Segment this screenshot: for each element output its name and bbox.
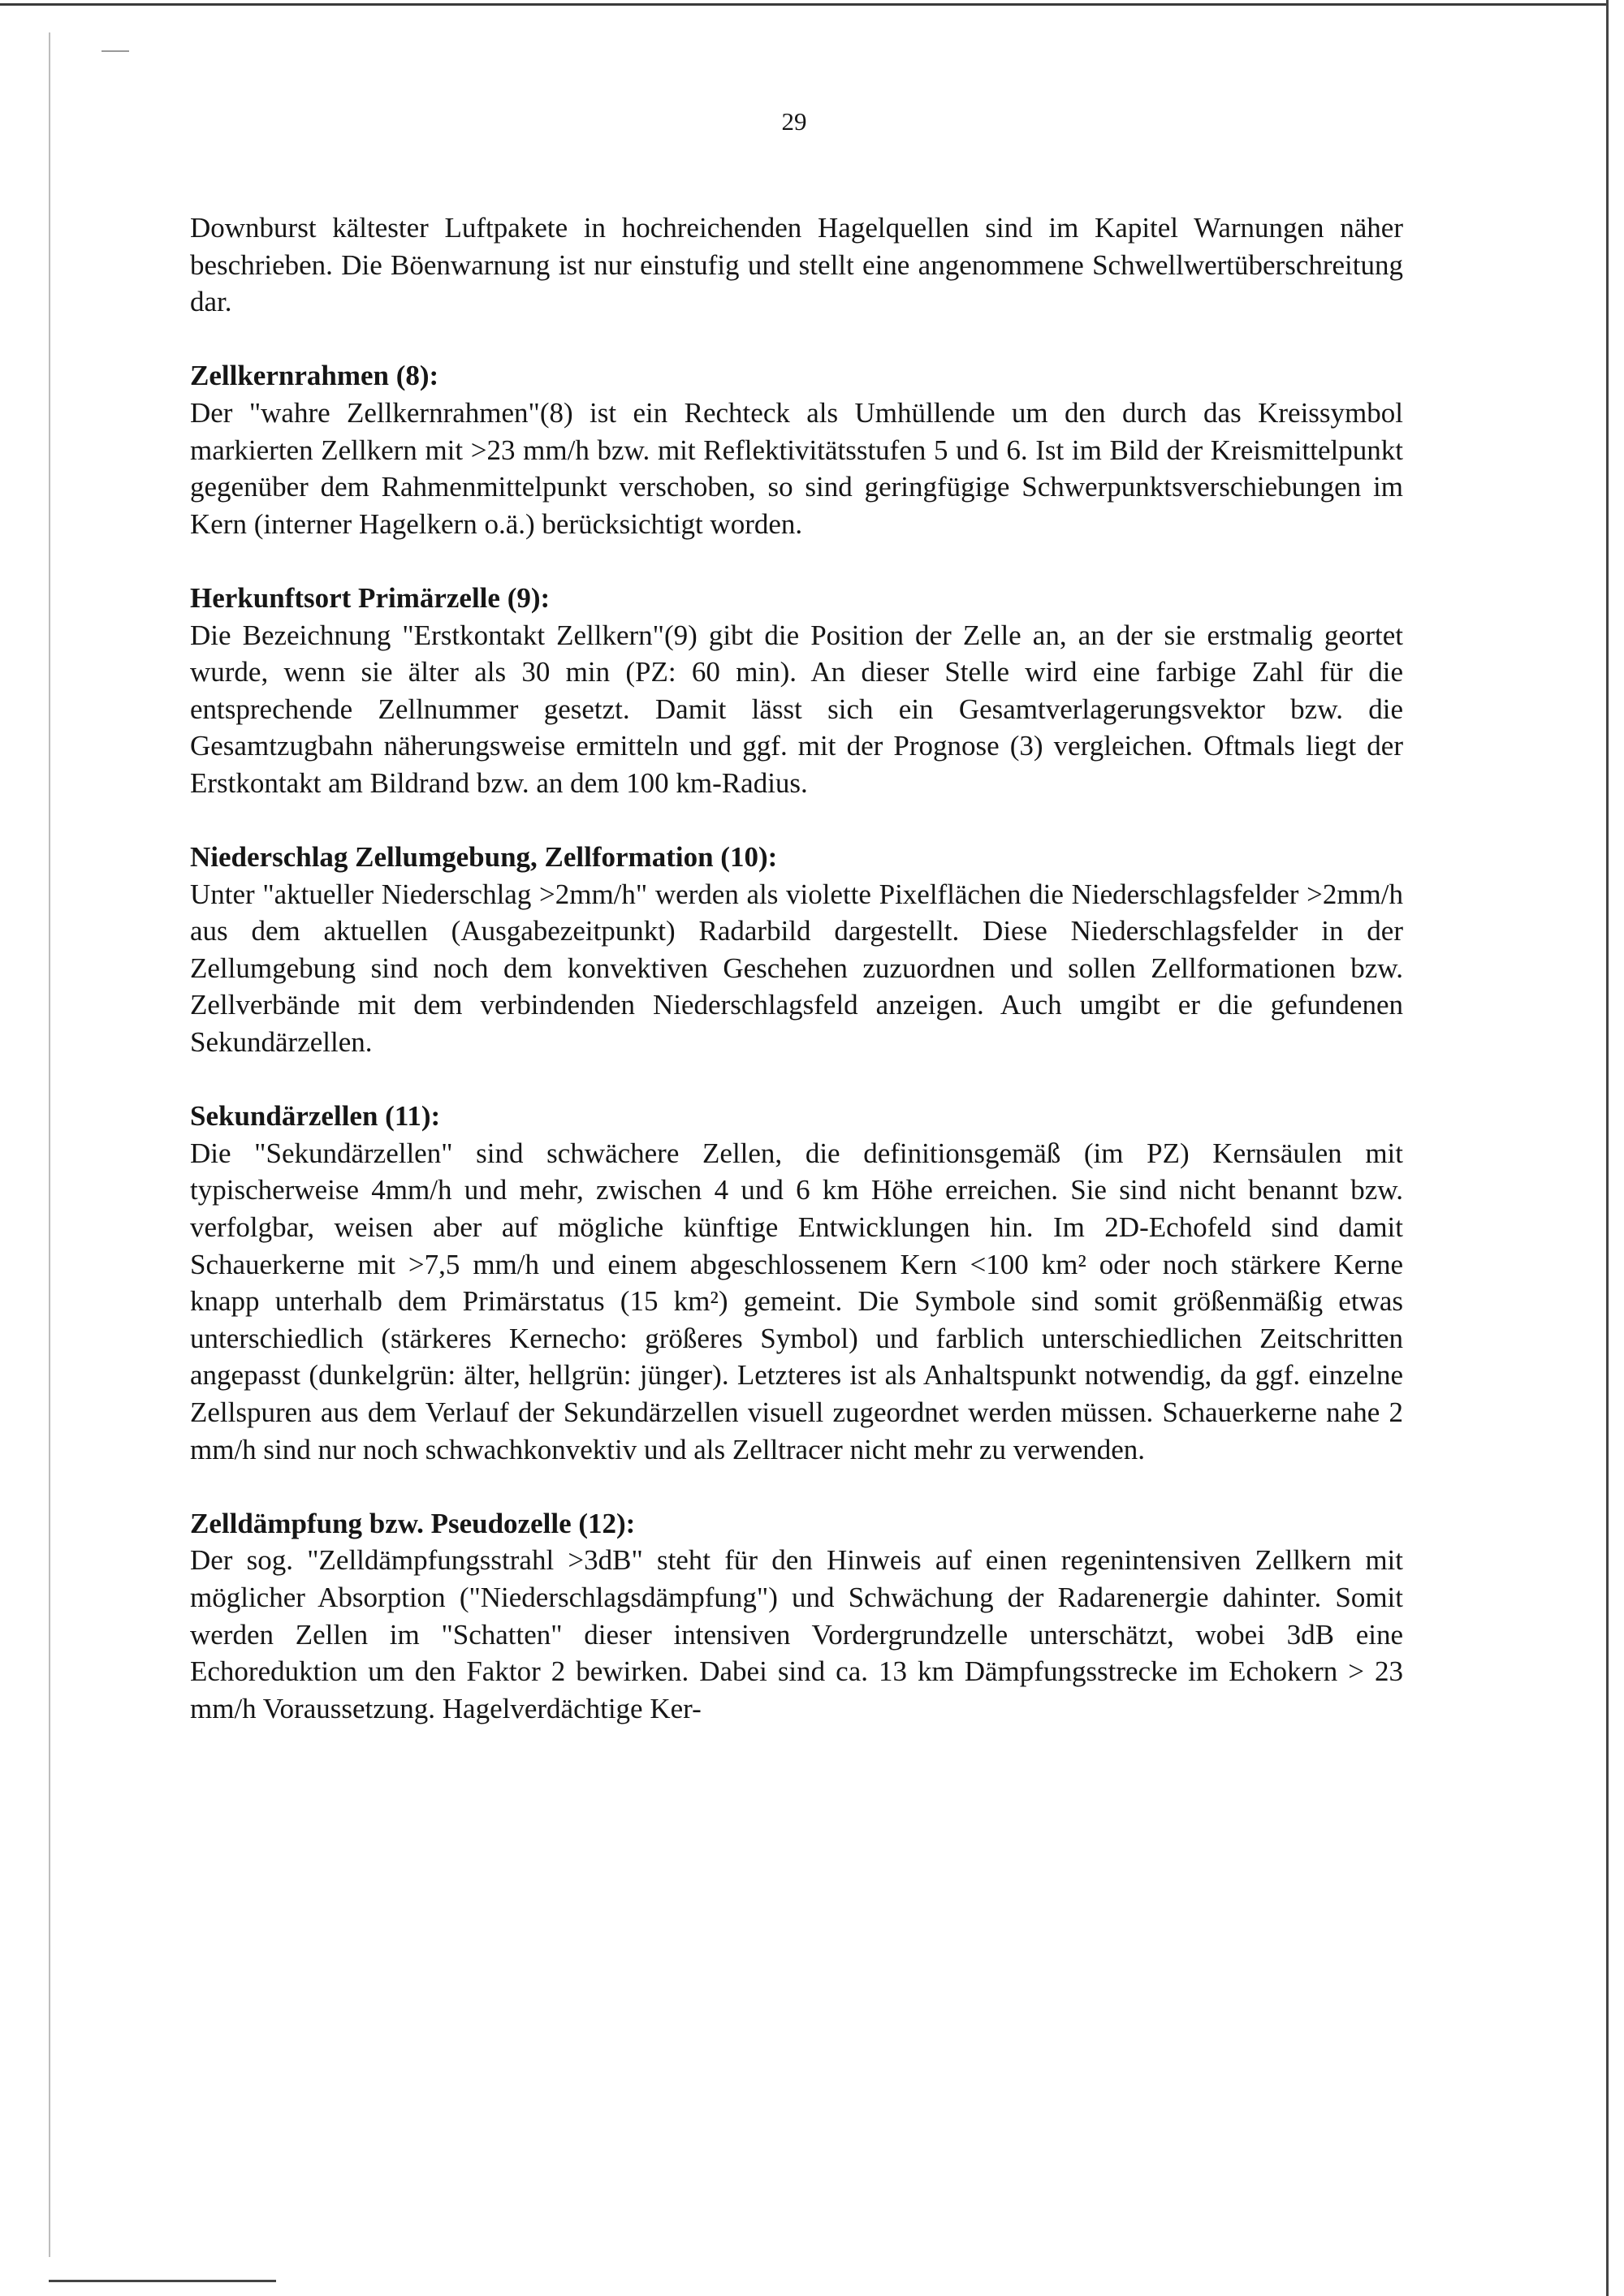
section-heading: Zellkernrahmen (8): [190, 360, 439, 392]
section-body: Die Bezeichnung "Erstkontakt Zellkern"(9) gibt die Position der Zelle an, an der sie erstmalig geortet wurde, wenn sie älter als 30 min (PZ: 60 min). An dieser Stelle wird eine farbige Zahl für die entsprechende Zellnummer gesetzt. Damit lässt sich ein Gesamtverlagerungsvektor bzw. die Gesamtzugbahn näherungsweise ermitteln und ggf. mit der Prognose (3) vergleichen. Oftmals liegt der Erstkontakt am Bildrand bzw. an dem 100 km-Radius. [190, 619, 1403, 799]
page-number: 29 [781, 107, 807, 136]
section-body: Der "wahre Zellkernrahmen"(8) ist ein Rechteck als Umhüllende um den durch das Kreissymbol markierten Zellkern mit >23 mm/h bzw. mit Reflektivitätsstufen 5 und 6. Ist im Bild der Kreismittelpunkt gegenüber dem Rahmenmittelpunkt verschoben, so sind geringfügige Schwerpunktsverschiebungen im Kern (interner Hagelkern o.ä.) berücksichtigt worden. [190, 396, 1403, 540]
scan-left-edge [49, 32, 50, 2257]
section-heading: Herkunftsort Primärzelle (9): [190, 581, 551, 614]
section-heading: Sekundärzellen (11): [190, 1100, 441, 1133]
section-body: Unter "aktueller Niederschlag >2mm/h" werden als violette Pixelflächen die Niederschlagsfelder >2mm/h aus dem aktuellen (Ausgabezeitpunkt) Radarbild dargestellt. Diese Niederschlagsfelder in der Zellumgebung sind noch dem konvektiven Geschehen zuzuordnen und sollen Zellformationen bzw. Zellverbände mit dem verbindenden Niederschlagsfeld anzeigen. Auch umgibt er die gefundenen Sekundärzellen. [190, 878, 1403, 1059]
section-herkunftsort [190, 580, 1403, 802]
section-body: Der sog. "Zelldämpfungsstrahl >3dB" steht für den Hinweis auf einen regenintensiven Zellkern mit möglicher Absorption ("Niederschlagsdämpfung") und Schwächung der Radarenergie dahinter. Somit werden Zellen im "Schatten" dieser intensiven Vordergrundzelle unterschätzt, wobei 3dB eine Echoreduktion um den Faktor 2 bewirken. Dabei sind ca. 13 km Dämpfungsstrecke im Echokern > 23 mm/h Voraussetzung. Hagelverdächtige Ker- [190, 1544, 1403, 1724]
section-heading: Zelldämpfung bzw. Pseudozelle (12): [190, 1507, 636, 1539]
scan-right-edge [1606, 0, 1609, 2296]
intro-paragraph: Downburst kältester Luftpakete in hochreichenden Hagelquellen sind im Kapitel Warnungen näher beschrieben. Die Böenwarnung ist nur einstufig und stellt eine angenommene Schwellwertüberschreitung dar. [190, 212, 1403, 318]
section-zelldaempfung [190, 1505, 1403, 1728]
scan-top-border [0, 3, 1608, 6]
section-niederschlag [190, 839, 1403, 1061]
scan-mark [102, 50, 129, 52]
scan-bottom-rule [49, 2280, 276, 2282]
section-heading: Niederschlag Zellumgebung, Zellformation (10): [190, 841, 778, 874]
document-body [190, 209, 1403, 1764]
section-zellkernrahmen [190, 357, 1403, 542]
section-body: Die "Sekundärzellen" sind schwächere Zellen, die definitionsgemäß (im PZ) Kernsäulen mit typischerweise 4mm/h und mehr, zwischen 4 und 6 km Höhe erreichen. Sie sind nicht benannt bzw. verfolgbar, weisen aber auf mögliche künftige Entwicklungen hin. Im 2D-Echofeld sind damit Schauerkerne mit >7,5 mm/h und einem abgeschlossenem Kern <100 km² oder noch stärkere Kerne knapp unterhalb dem Primärstatus (15 km²) gemeint. Die Symbole sind somit größenmäßig etwas unterschiedlich (stärkeres Kernecho: größeres Symbol) und farblich unterschiedlichen Zeitschritten angepasst (dunkelgrün: älter, hellgrün: jünger). Letzteres ist als Anhaltspunkt notwendig, da ggf. einzelne Zellspuren aus dem Verlauf der Sekundärzellen visuell zugeordnet werden müssen. Schauerkerne nahe 2 mm/h sind nur noch schwachkonvektiv und als Zelltracer nicht mehr zu verwenden. [190, 1137, 1403, 1465]
section-sekundaerzellen [190, 1098, 1403, 1468]
